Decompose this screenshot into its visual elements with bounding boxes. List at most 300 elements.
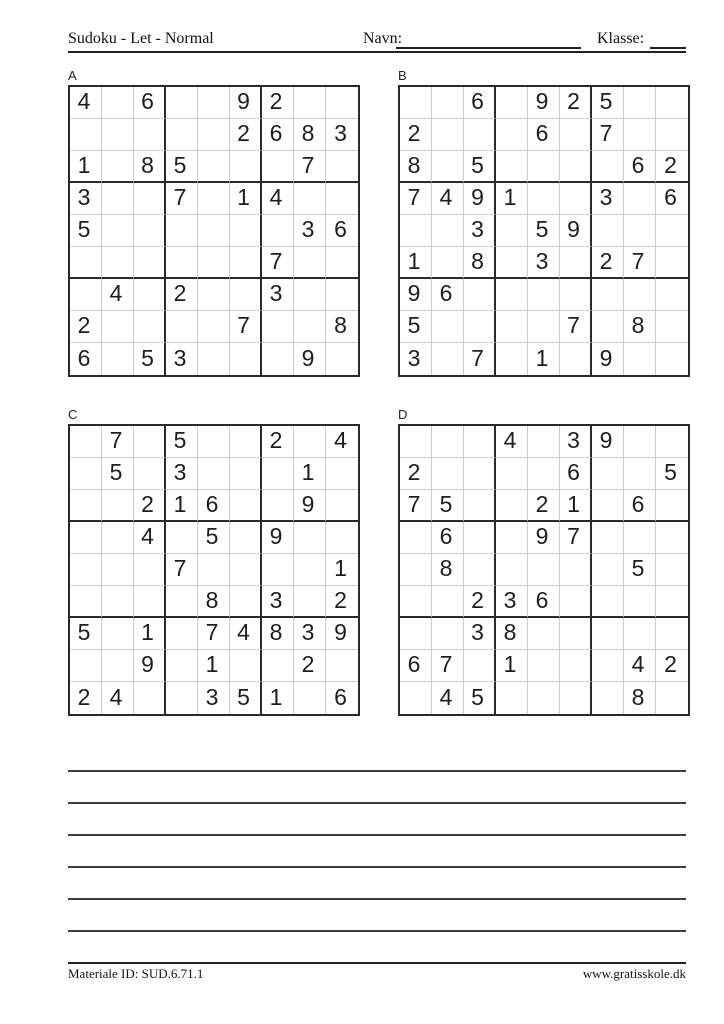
sudoku-cell — [198, 247, 230, 279]
class-fill-line — [650, 47, 686, 49]
sudoku-cell — [560, 247, 592, 279]
sudoku-cell — [102, 618, 134, 650]
sudoku-cell — [294, 247, 326, 279]
sudoku-cell — [400, 215, 432, 247]
sudoku-cell — [70, 586, 102, 618]
sudoku-cell: 5 — [464, 151, 496, 183]
sudoku-cell — [400, 522, 432, 554]
sudoku-cell — [624, 87, 656, 119]
sudoku-cell: 6 — [432, 522, 464, 554]
sudoku-cell: 5 — [70, 215, 102, 247]
sudoku-cell: 2 — [294, 650, 326, 682]
sudoku-cell — [134, 247, 166, 279]
sudoku-cell: 6 — [400, 650, 432, 682]
sudoku-cell: 2 — [464, 586, 496, 618]
sudoku-cell — [656, 119, 688, 151]
sudoku-cell — [432, 343, 464, 375]
sudoku-cell — [134, 586, 166, 618]
name-label: Navn: — [363, 30, 403, 47]
sudoku-cell — [496, 311, 528, 343]
sudoku-cell — [198, 215, 230, 247]
sudoku-cell — [230, 247, 262, 279]
sudoku-cell — [496, 682, 528, 714]
sudoku-cell: 5 — [198, 522, 230, 554]
sudoku-cell — [70, 554, 102, 586]
sudoku-cell — [528, 554, 560, 586]
sudoku-cell: 1 — [262, 682, 294, 714]
sudoku-cell: 5 — [528, 215, 560, 247]
sudoku-cell: 2 — [134, 490, 166, 522]
sudoku-cell: 2 — [262, 426, 294, 458]
sudoku-cell — [624, 343, 656, 375]
name-fill-line — [396, 47, 581, 49]
sudoku-cell — [198, 151, 230, 183]
sudoku-cell: 7 — [560, 522, 592, 554]
sudoku-cell: 7 — [166, 554, 198, 586]
sudoku-cell: 1 — [294, 458, 326, 490]
sudoku-cell — [464, 458, 496, 490]
sudoku-cell: 3 — [496, 586, 528, 618]
sudoku-cell: 6 — [624, 151, 656, 183]
puzzle-b — [398, 69, 690, 377]
sudoku-cell: 3 — [294, 618, 326, 650]
sudoku-cell — [70, 279, 102, 311]
sudoku-cell — [326, 151, 358, 183]
sudoku-cell: 4 — [70, 87, 102, 119]
sudoku-cell — [230, 586, 262, 618]
sudoku-cell: 5 — [102, 458, 134, 490]
sudoku-cell: 1 — [528, 343, 560, 375]
sudoku-cell — [230, 490, 262, 522]
sudoku-cell — [592, 618, 624, 650]
sudoku-cell — [70, 490, 102, 522]
sudoku-cell — [326, 247, 358, 279]
sudoku-cell: 3 — [262, 586, 294, 618]
sudoku-cell — [624, 215, 656, 247]
sudoku-cell — [656, 522, 688, 554]
sudoku-cell — [464, 311, 496, 343]
sudoku-cell — [624, 522, 656, 554]
sudoku-cell: 2 — [592, 247, 624, 279]
sudoku-cell: 3 — [464, 618, 496, 650]
sudoku-cell: 2 — [400, 119, 432, 151]
sudoku-cell — [528, 183, 560, 215]
sudoku-cell — [134, 183, 166, 215]
sudoku-cell — [592, 151, 624, 183]
sudoku-cell: 9 — [592, 343, 624, 375]
sudoku-cell — [624, 279, 656, 311]
sudoku-cell — [464, 522, 496, 554]
sudoku-cell — [294, 682, 326, 714]
sudoku-cell — [560, 586, 592, 618]
sudoku-grid-d — [398, 424, 690, 716]
sudoku-cell: 5 — [656, 458, 688, 490]
sudoku-cell — [496, 215, 528, 247]
sudoku-cell: 3 — [166, 343, 198, 375]
sudoku-cell: 7 — [294, 151, 326, 183]
sudoku-cell — [496, 87, 528, 119]
sudoku-cell — [70, 522, 102, 554]
sudoku-cell — [656, 87, 688, 119]
sudoku-cell — [134, 215, 166, 247]
sudoku-cell: 9 — [592, 426, 624, 458]
sudoku-cell: 1 — [166, 490, 198, 522]
sudoku-cell — [464, 554, 496, 586]
sudoku-cell: 2 — [70, 311, 102, 343]
sudoku-cell — [656, 554, 688, 586]
sudoku-cell — [198, 458, 230, 490]
sudoku-cell: 7 — [198, 618, 230, 650]
sudoku-cell — [102, 119, 134, 151]
sudoku-cell: 8 — [294, 119, 326, 151]
sudoku-cell: 6 — [528, 119, 560, 151]
sudoku-cell: 6 — [432, 279, 464, 311]
class-label: Klasse: — [597, 30, 645, 47]
sudoku-cell — [230, 458, 262, 490]
sudoku-cell — [230, 215, 262, 247]
sudoku-cell — [326, 650, 358, 682]
sudoku-cell — [166, 618, 198, 650]
sudoku-cell: 3 — [560, 426, 592, 458]
sudoku-cell: 2 — [166, 279, 198, 311]
sudoku-cell: 9 — [528, 522, 560, 554]
puzzle-c-label: C — [68, 407, 78, 422]
sudoku-cell — [624, 586, 656, 618]
puzzle-d — [398, 408, 690, 716]
sudoku-cell — [624, 119, 656, 151]
sudoku-cell — [102, 586, 134, 618]
sudoku-cell: 3 — [70, 183, 102, 215]
sudoku-cell — [432, 618, 464, 650]
sudoku-cell: 7 — [592, 119, 624, 151]
sudoku-cell: 1 — [198, 650, 230, 682]
sudoku-cell — [166, 650, 198, 682]
sudoku-cell: 9 — [400, 279, 432, 311]
sudoku-cell — [432, 215, 464, 247]
sudoku-cell — [294, 311, 326, 343]
sudoku-cell — [166, 522, 198, 554]
sudoku-cell: 8 — [326, 311, 358, 343]
sudoku-cell — [134, 682, 166, 714]
sudoku-cell — [198, 119, 230, 151]
sudoku-cell: 2 — [656, 151, 688, 183]
sudoku-cell — [262, 490, 294, 522]
sudoku-cell — [592, 554, 624, 586]
sudoku-cell — [230, 554, 262, 586]
puzzle-a-label: A — [68, 68, 77, 83]
sudoku-cell — [432, 426, 464, 458]
sudoku-cell — [262, 151, 294, 183]
sudoku-cell: 8 — [464, 247, 496, 279]
sudoku-cell: 6 — [656, 183, 688, 215]
sudoku-cell — [326, 87, 358, 119]
sudoku-cell — [528, 426, 560, 458]
sudoku-cell: 9 — [326, 618, 358, 650]
sudoku-cell: 8 — [198, 586, 230, 618]
sudoku-cell: 6 — [528, 586, 560, 618]
sudoku-cell: 3 — [294, 215, 326, 247]
sudoku-cell — [230, 151, 262, 183]
answer-lines — [68, 770, 686, 962]
sudoku-cell: 1 — [560, 490, 592, 522]
sudoku-cell — [496, 247, 528, 279]
sudoku-cell — [656, 618, 688, 650]
sudoku-cell — [592, 586, 624, 618]
sudoku-cell — [102, 215, 134, 247]
sudoku-cell — [528, 650, 560, 682]
sudoku-cell — [656, 343, 688, 375]
sudoku-cell — [496, 343, 528, 375]
sudoku-cell — [326, 183, 358, 215]
sudoku-cell: 6 — [262, 119, 294, 151]
sudoku-cell: 3 — [592, 183, 624, 215]
sudoku-cell — [294, 183, 326, 215]
sudoku-cell: 8 — [496, 618, 528, 650]
sudoku-cell — [496, 554, 528, 586]
footer-rule — [68, 962, 686, 964]
answer-line — [68, 898, 686, 900]
sudoku-cell — [262, 554, 294, 586]
sudoku-cell — [560, 554, 592, 586]
sudoku-cell — [560, 183, 592, 215]
sudoku-cell — [326, 490, 358, 522]
sudoku-cell — [166, 247, 198, 279]
sudoku-cell — [294, 554, 326, 586]
sudoku-cell — [528, 618, 560, 650]
sudoku-cell — [70, 426, 102, 458]
sudoku-cell — [102, 522, 134, 554]
sudoku-cell — [70, 119, 102, 151]
sudoku-cell — [134, 554, 166, 586]
sudoku-cell — [262, 650, 294, 682]
sudoku-cell: 4 — [326, 426, 358, 458]
sudoku-cell — [528, 151, 560, 183]
sudoku-cell — [592, 215, 624, 247]
sudoku-cell — [656, 586, 688, 618]
sudoku-cell — [432, 311, 464, 343]
footer-material-id: Materiale ID: SUD.6.71.1 — [68, 966, 204, 981]
sudoku-cell: 7 — [560, 311, 592, 343]
sudoku-cell — [496, 119, 528, 151]
sudoku-cell: 3 — [262, 279, 294, 311]
sudoku-cell — [624, 426, 656, 458]
sudoku-cell — [102, 311, 134, 343]
sudoku-cell — [528, 311, 560, 343]
sudoku-cell: 7 — [464, 343, 496, 375]
sudoku-cell — [198, 279, 230, 311]
sudoku-cell: 2 — [528, 490, 560, 522]
sudoku-cell — [400, 682, 432, 714]
sudoku-cell — [656, 311, 688, 343]
sudoku-cell — [262, 343, 294, 375]
sudoku-cell — [294, 87, 326, 119]
sudoku-cell: 7 — [230, 311, 262, 343]
sudoku-cell — [496, 151, 528, 183]
sudoku-cell — [560, 279, 592, 311]
sudoku-cell — [592, 682, 624, 714]
sudoku-cell: 3 — [400, 343, 432, 375]
sudoku-cell: 9 — [230, 87, 262, 119]
sudoku-cell — [560, 682, 592, 714]
sudoku-cell — [326, 279, 358, 311]
sudoku-cell — [560, 618, 592, 650]
sudoku-cell: 5 — [592, 87, 624, 119]
puzzle-d-label: D — [398, 407, 408, 422]
sudoku-cell — [102, 151, 134, 183]
sudoku-cell: 5 — [70, 618, 102, 650]
sudoku-cell: 7 — [432, 650, 464, 682]
sudoku-cell: 5 — [400, 311, 432, 343]
sudoku-cell — [198, 311, 230, 343]
header-rule — [68, 51, 686, 53]
sudoku-cell — [166, 682, 198, 714]
sudoku-cell: 4 — [102, 682, 134, 714]
sudoku-cell: 2 — [656, 650, 688, 682]
sudoku-cell — [560, 343, 592, 375]
sudoku-cell — [134, 311, 166, 343]
sudoku-cell — [656, 682, 688, 714]
sudoku-cell: 6 — [70, 343, 102, 375]
sudoku-cell — [560, 650, 592, 682]
sudoku-cell: 8 — [134, 151, 166, 183]
sudoku-cell: 8 — [624, 311, 656, 343]
sudoku-cell — [624, 618, 656, 650]
sudoku-cell: 1 — [230, 183, 262, 215]
sudoku-cell — [528, 682, 560, 714]
sudoku-cell: 1 — [134, 618, 166, 650]
sudoku-cell: 1 — [400, 247, 432, 279]
sudoku-cell — [166, 215, 198, 247]
sudoku-cell — [656, 426, 688, 458]
sudoku-cell: 2 — [230, 119, 262, 151]
answer-line — [68, 834, 686, 836]
sudoku-cell: 2 — [400, 458, 432, 490]
sudoku-cell — [166, 87, 198, 119]
sudoku-cell — [134, 279, 166, 311]
sudoku-cell — [230, 343, 262, 375]
sudoku-cell — [262, 311, 294, 343]
sudoku-cell — [230, 522, 262, 554]
sudoku-cell — [656, 247, 688, 279]
sudoku-cell: 1 — [70, 151, 102, 183]
sudoku-cell — [70, 650, 102, 682]
sudoku-cell — [198, 183, 230, 215]
sudoku-cell — [464, 279, 496, 311]
answer-line — [68, 770, 686, 772]
sudoku-cell — [102, 343, 134, 375]
sudoku-grid-c — [68, 424, 360, 716]
sudoku-cell — [400, 618, 432, 650]
sudoku-cell — [230, 279, 262, 311]
sudoku-cell — [102, 490, 134, 522]
sudoku-cell — [432, 151, 464, 183]
sudoku-cell — [656, 215, 688, 247]
sudoku-cell — [528, 458, 560, 490]
sudoku-cell — [592, 279, 624, 311]
sudoku-cell: 6 — [624, 490, 656, 522]
sudoku-cell — [102, 650, 134, 682]
sudoku-cell: 3 — [198, 682, 230, 714]
sudoku-cell: 2 — [262, 87, 294, 119]
sudoku-cell: 5 — [464, 682, 496, 714]
sudoku-cell — [624, 183, 656, 215]
sudoku-cell: 3 — [166, 458, 198, 490]
sudoku-cell: 1 — [496, 183, 528, 215]
sudoku-cell — [326, 458, 358, 490]
answer-line — [68, 802, 686, 804]
sudoku-cell: 4 — [262, 183, 294, 215]
sudoku-cell — [230, 426, 262, 458]
sudoku-cell: 5 — [230, 682, 262, 714]
sudoku-cell: 7 — [166, 183, 198, 215]
sudoku-cell — [496, 279, 528, 311]
sudoku-cell — [464, 490, 496, 522]
sudoku-cell: 9 — [262, 522, 294, 554]
sudoku-cell — [262, 215, 294, 247]
footer-website: www.gratisskole.dk — [582, 966, 686, 981]
sudoku-cell — [400, 554, 432, 586]
sudoku-cell — [592, 522, 624, 554]
sudoku-cell: 8 — [400, 151, 432, 183]
sudoku-cell: 9 — [294, 490, 326, 522]
sudoku-cell — [294, 279, 326, 311]
sudoku-cell — [496, 458, 528, 490]
sudoku-cell: 4 — [624, 650, 656, 682]
sudoku-cell — [198, 426, 230, 458]
sudoku-cell — [592, 311, 624, 343]
sudoku-cell — [102, 554, 134, 586]
sudoku-cell: 5 — [166, 151, 198, 183]
sudoku-cell — [294, 426, 326, 458]
sudoku-cell — [400, 87, 432, 119]
sudoku-cell: 3 — [528, 247, 560, 279]
sudoku-cell: 9 — [560, 215, 592, 247]
sudoku-cell — [464, 426, 496, 458]
sudoku-cell: 5 — [624, 554, 656, 586]
sudoku-cell — [262, 458, 294, 490]
sudoku-cell — [400, 426, 432, 458]
worksheet-title: Sudoku - Let - Normal — [68, 30, 214, 47]
sudoku-cell — [560, 151, 592, 183]
sudoku-cell — [198, 87, 230, 119]
sudoku-cell: 2 — [560, 87, 592, 119]
sudoku-cell — [432, 119, 464, 151]
sudoku-cell — [464, 650, 496, 682]
sudoku-cell — [432, 87, 464, 119]
sudoku-cell: 3 — [326, 119, 358, 151]
puzzle-a — [68, 69, 360, 377]
sudoku-cell — [102, 247, 134, 279]
sudoku-cell — [400, 586, 432, 618]
sudoku-cell: 3 — [464, 215, 496, 247]
sudoku-cell — [528, 279, 560, 311]
sudoku-cell — [166, 311, 198, 343]
sudoku-grid-b — [398, 85, 690, 377]
sudoku-cell: 5 — [432, 490, 464, 522]
sudoku-cell: 9 — [528, 87, 560, 119]
sudoku-cell: 6 — [334, 683, 347, 710]
sudoku-cell: 9 — [464, 183, 496, 215]
answer-line — [68, 866, 686, 868]
sudoku-cell: 6 — [198, 490, 230, 522]
sudoku-cell: 2 — [70, 682, 102, 714]
sudoku-cell: 9 — [134, 650, 166, 682]
sudoku-cell: 7 — [262, 247, 294, 279]
sudoku-cell — [134, 119, 166, 151]
sudoku-cell — [432, 458, 464, 490]
sudoku-cell — [656, 490, 688, 522]
puzzle-c — [68, 408, 360, 716]
